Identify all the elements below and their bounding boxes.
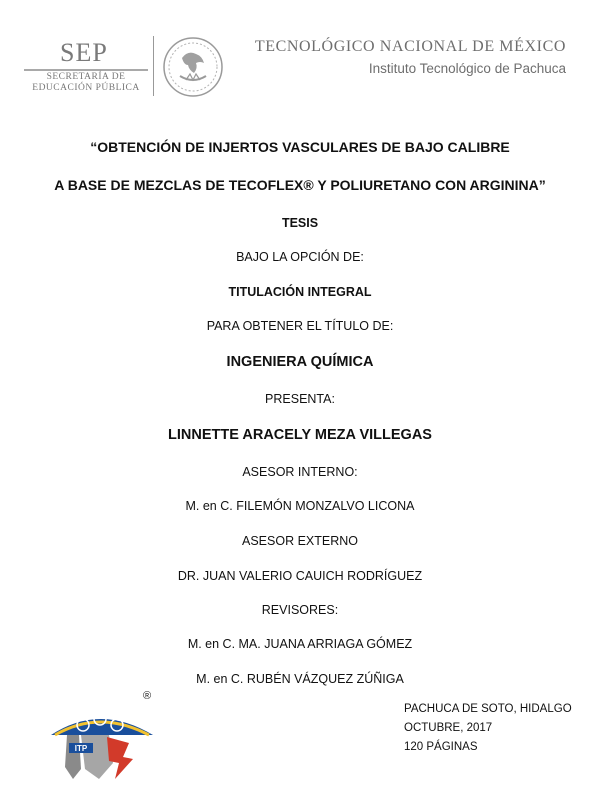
external-advisor-label: ASESOR EXTERNO <box>242 534 358 548</box>
reviewer-1: M. en C. MA. JUANA ARRIAGA GÓMEZ <box>187 637 413 651</box>
sep-logo-line2: EDUCACIÓN PÚBLICA <box>32 83 140 93</box>
sep-logo-rule <box>24 69 148 71</box>
sep-logo-title: SEP <box>60 38 108 67</box>
sep-logo <box>22 38 152 98</box>
option-label: BAJO LA OPCIÓN DE: <box>236 250 364 264</box>
internal-advisor-label: ASESOR INTERNO: <box>242 465 358 479</box>
itp-logo-text: ITP <box>74 744 88 753</box>
presents-label: PRESENTA: <box>265 392 335 406</box>
degree-value: INGENIERA QUÍMICA <box>226 354 374 370</box>
author-name: LINNETTE ARACELY MEZA VILLEGAS <box>168 427 432 443</box>
reviewer-2: M. en C. RUBÉN VÁZQUEZ ZÚÑIGA <box>196 672 404 686</box>
footer-pages: 120 PÁGINAS <box>404 741 478 753</box>
option-value: TITULACIÓN INTEGRAL <box>228 285 372 299</box>
reviewers-label: REVISORES: <box>261 603 339 617</box>
registered-mark: ® <box>143 690 152 702</box>
internal-advisor-name: M. en C. FILEMÓN MONZALVO LICONA <box>185 499 415 513</box>
footer-place: PACHUCA DE SOTO, HIDALGO <box>404 703 572 715</box>
thesis-title-line2: A BASE DE MEZCLAS DE TECOFLEX® Y POLIURETANO CON ARGININA” <box>54 177 546 193</box>
itp-logo-icon <box>45 683 160 783</box>
footer-info <box>404 700 572 757</box>
footer-date: OCTUBRE, 2017 <box>404 722 493 734</box>
header-divider <box>153 36 154 96</box>
institution-name: TECNOLÓGICO NACIONAL DE MÉXICO <box>254 38 566 55</box>
external-advisor-name: DR. JUAN VALERIO CAUICH RODRÍGUEZ <box>177 569 423 583</box>
thesis-title-line1: “OBTENCIÓN DE INJERTOS VASCULARES DE BAJO CALIBRE <box>90 139 510 155</box>
campus-name: Instituto Tecnológico de Pachuca <box>368 61 566 76</box>
mexico-coat-of-arms-icon <box>158 36 228 98</box>
sep-logo-line1: SECRETARÍA DE <box>46 72 126 82</box>
degree-label: PARA OBTENER EL TÍTULO DE: <box>206 319 394 333</box>
document-header <box>0 0 600 110</box>
document-type: TESIS <box>281 216 319 230</box>
